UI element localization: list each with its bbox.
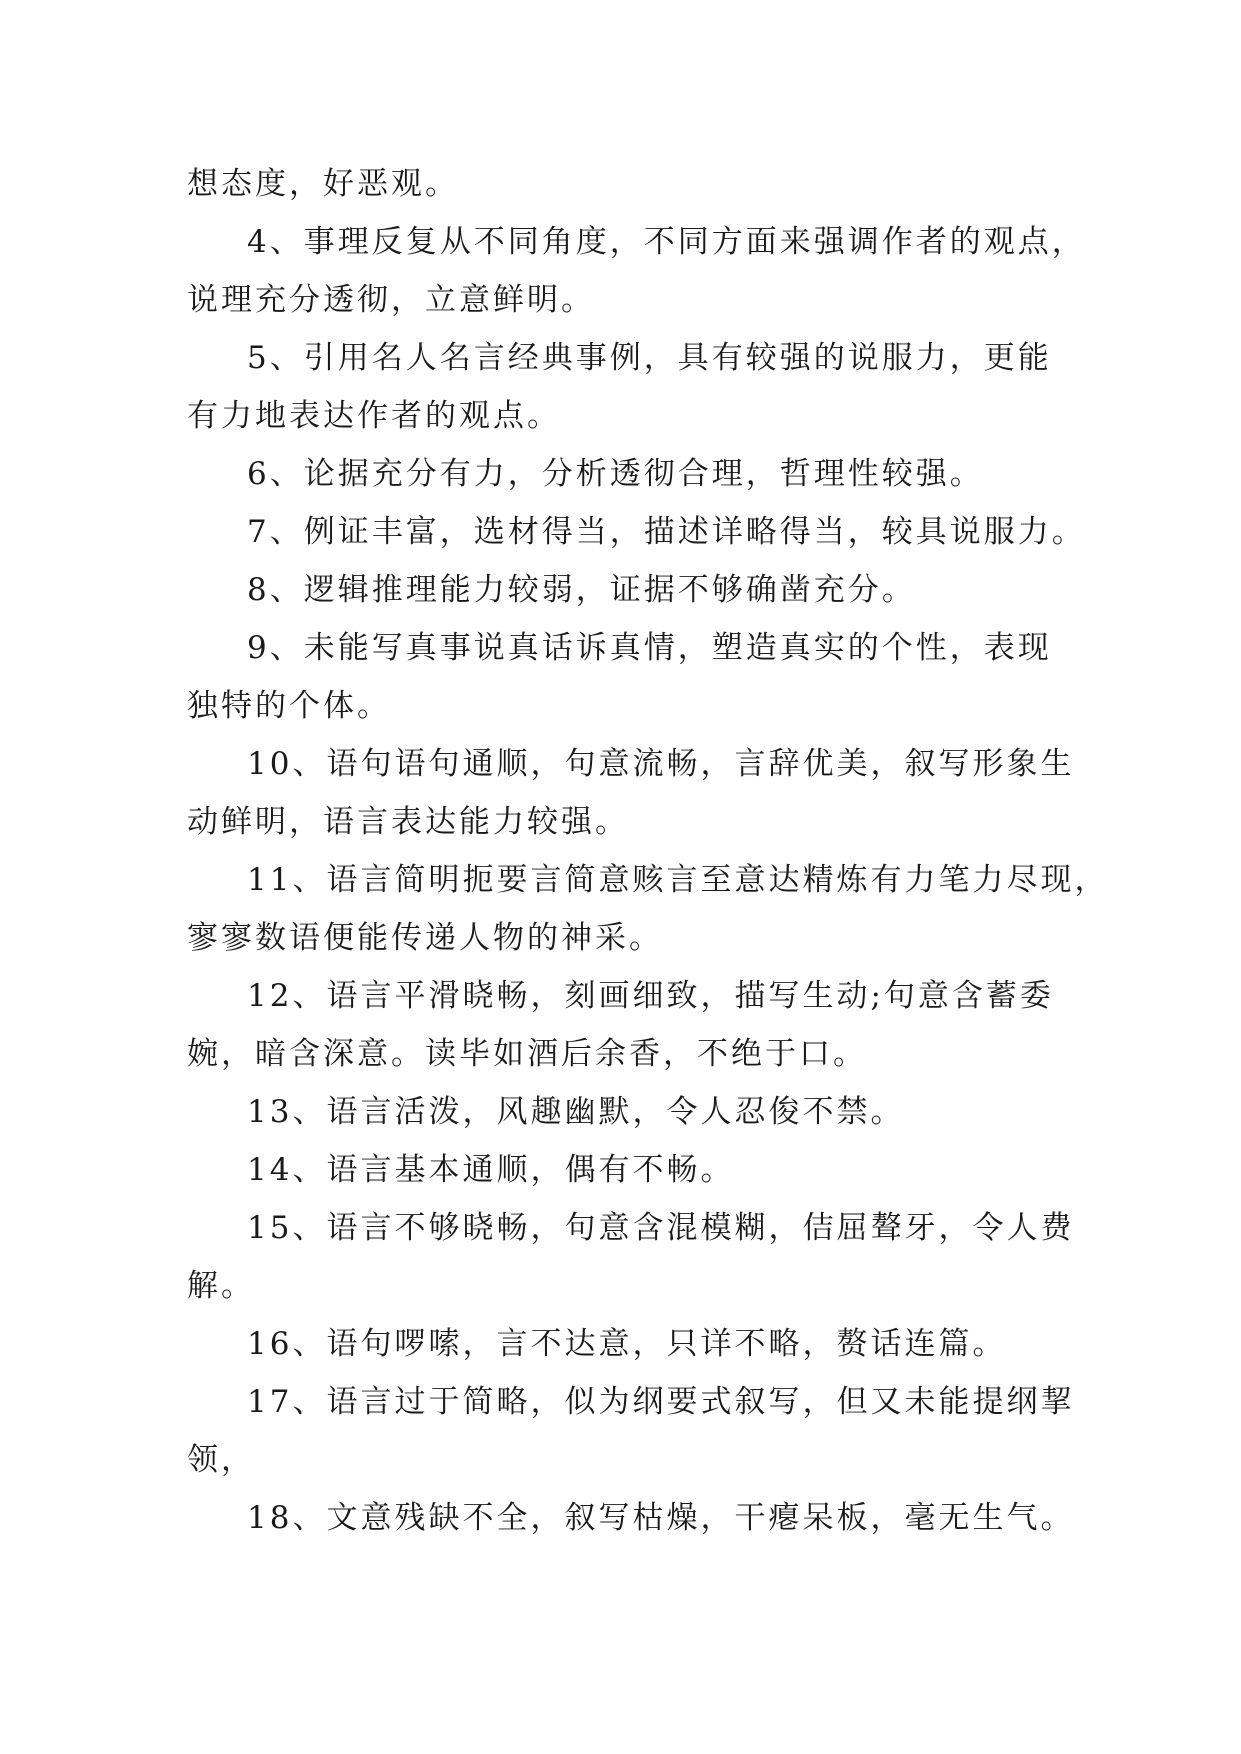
paragraph-item-7 <box>187 503 1086 561</box>
paragraph-line: 想态度，好恶观。 <box>187 166 459 202</box>
paragraph-line: 6、论据充分有力，分析透彻合理，哲理性较强。 <box>247 456 984 492</box>
paragraph-item-11 <box>187 851 1109 967</box>
paragraph-item-6 <box>187 445 1067 503</box>
paragraph-item-9 <box>187 619 1067 735</box>
document-body <box>187 155 1109 1547</box>
paragraph-line: 17、语言过于简略，似为纲要式叙写，但又未能提纲挈 <box>247 1384 1075 1420</box>
paragraph-item-13 <box>187 1083 1067 1141</box>
paragraph-item-15 <box>187 1199 1075 1315</box>
paragraph-line: 8、逻辑推理能力较弱，证据不够确凿充分。 <box>247 572 916 608</box>
paragraph-line: 7、例证丰富，选材得当，描述详略得当，较具说服力。 <box>247 514 1086 550</box>
paragraph-item-8 <box>187 561 1067 619</box>
paragraph-line: 9、未能写真事说真话诉真情，塑造真实的个性，表现 <box>247 630 1052 666</box>
paragraph-line: 12、语言平滑晓畅，刻画细致，描写生动;句意含蓄委 <box>247 978 1054 1014</box>
paragraph-continuation <box>187 155 1067 213</box>
paragraph-line: 说理充分透彻，立意鲜明。 <box>187 282 595 318</box>
paragraph-line: 领， <box>187 1442 255 1478</box>
paragraph-line: 11、语言简明扼要言简意赅言至意达精炼有力笔力尽现， <box>247 862 1109 898</box>
paragraph-item-16 <box>187 1315 1067 1373</box>
paragraph-line: 婉，暗含深意。读毕如酒后余香，不绝于口。 <box>187 1036 867 1072</box>
paragraph-item-4 <box>187 213 1086 329</box>
paragraph-line: 5、引用名人名言经典事例，具有较强的说服力，更能 <box>247 340 1052 376</box>
paragraph-line: 15、语言不够晓畅，句意含混模糊，佶屈聱牙，令人费 <box>247 1210 1075 1246</box>
paragraph-line: 动鲜明，语言表达能力较强。 <box>187 804 629 840</box>
paragraph-line: 18、文意残缺不全，叙写枯燥，干瘪呆板，毫无生气。 <box>247 1500 1075 1536</box>
paragraph-line: 13、语言活泼，风趣幽默，令人忍俊不禁。 <box>247 1094 905 1130</box>
paragraph-item-18 <box>187 1489 1075 1547</box>
paragraph-line: 14、语言基本通顺，偶有不畅。 <box>247 1152 735 1188</box>
paragraph-item-14 <box>187 1141 1067 1199</box>
paragraph-line: 解。 <box>187 1268 255 1304</box>
paragraph-line: 10、语句语句通顺，句意流畅，言辞优美，叙写形象生 <box>247 746 1075 782</box>
paragraph-line: 4、事理反复从不同角度，不同方面来强调作者的观点， <box>247 224 1086 260</box>
paragraph-item-12 <box>187 967 1067 1083</box>
paragraph-line: 独特的个体。 <box>187 688 391 724</box>
paragraph-item-17 <box>187 1373 1075 1489</box>
paragraph-line: 16、语句啰嗦，言不达意，只详不略，赘话连篇。 <box>247 1326 1007 1362</box>
paragraph-line: 寥寥数语便能传递人物的神采。 <box>187 920 663 956</box>
paragraph-line: 有力地表达作者的观点。 <box>187 398 561 434</box>
paragraph-item-5 <box>187 329 1067 445</box>
paragraph-item-10 <box>187 735 1075 851</box>
